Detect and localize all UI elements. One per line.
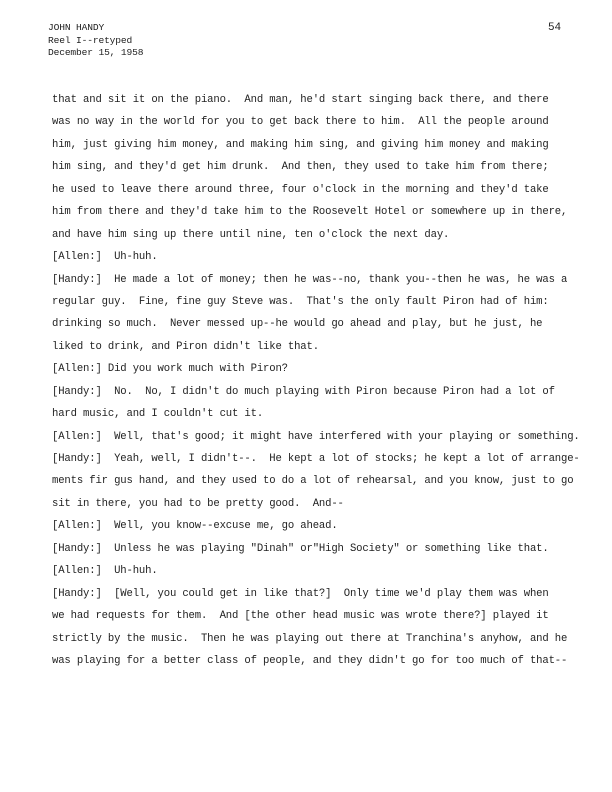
transcript-line: him from there and they'd take him to the Roosevelt Hotel or somewhere up in there,	[52, 206, 568, 219]
transcript-line: ments fir gus hand, and they used to do a lot of rehearsal, and you know, just to go	[52, 475, 574, 488]
transcript-line: [Handy:] No. No, I didn't do much playing with Piron because Piron had a lot of	[52, 385, 555, 398]
transcript-line: that and sit it on the piano. And man, he'd start singing back there, and there	[52, 94, 549, 106]
transcript-line: him, just giving him money, and making him sing, and giving him money and making	[52, 138, 549, 151]
transcript-line: [Allen:] Well, that's good; it might have interfered with your playing or something.	[52, 430, 580, 443]
transcript-line: [Allen:] Uh-huh.	[52, 565, 158, 578]
transcript-line: him sing, and they'd get him drunk. And then, they used to take him from there;	[52, 161, 549, 174]
transcript-line: he used to leave there around three, four o'clock in the morning and they'd take	[52, 183, 549, 196]
transcript-line: [Handy:] Unless he was playing "Dinah" or"High Society" or something like that.	[52, 542, 549, 555]
transcript-body	[52, 93, 592, 676]
transcript-line: drinking so much. Never messed up--he would go ahead and play, but he just, he	[52, 318, 543, 331]
transcript-line: [Handy:] Yeah, well, I didn't--. He kept a lot of stocks; he kept a lot of arrange-	[52, 453, 580, 465]
transcript-line: we had requests for them. And [the other head music was wrote there?] played it	[52, 610, 549, 623]
reel-label: Reel I--retyped	[48, 34, 133, 46]
page-number: 54	[548, 22, 561, 34]
document-header	[48, 22, 143, 60]
interview-date: December 15, 1958	[48, 47, 144, 58]
transcript-line: [Handy:] [Well, you could get in like that?] Only time we'd play them was when	[52, 587, 549, 600]
transcript-line: liked to drink, and Piron didn't like that.	[52, 340, 319, 353]
transcript-line: strictly by the music. Then he was playing out there at Tranchina's anyhow, and he	[52, 632, 568, 645]
transcript-line: was no way in the world for you to get back there to him. All the people around	[52, 116, 549, 129]
transcript-line: was playing for a better class of people, and they didn't go for too much of that--	[52, 654, 568, 667]
transcript-line: [Allen:] Well, you know--excuse me, go ahead.	[52, 520, 338, 533]
transcript-line: sit in there, you had to be pretty good. And--	[52, 497, 344, 510]
transcript-line: and have him sing up there until nine, ten o'clock the next day.	[52, 228, 450, 241]
transcript-line: [Allen:] Uh-huh.	[52, 251, 158, 264]
transcript-line: [Allen:] Did you work much with Piron?	[52, 363, 288, 376]
transcript-line: [Handy:] He made a lot of money; then he was--no, thank you--then he was, he was a	[52, 273, 568, 286]
interviewee-name: JOHN HANDY	[48, 22, 105, 33]
transcript-line: regular guy. Fine, fine guy Steve was. That's the only fault Piron had of him:	[52, 295, 549, 308]
transcript-line: hard music, and I couldn't cut it.	[52, 408, 264, 421]
